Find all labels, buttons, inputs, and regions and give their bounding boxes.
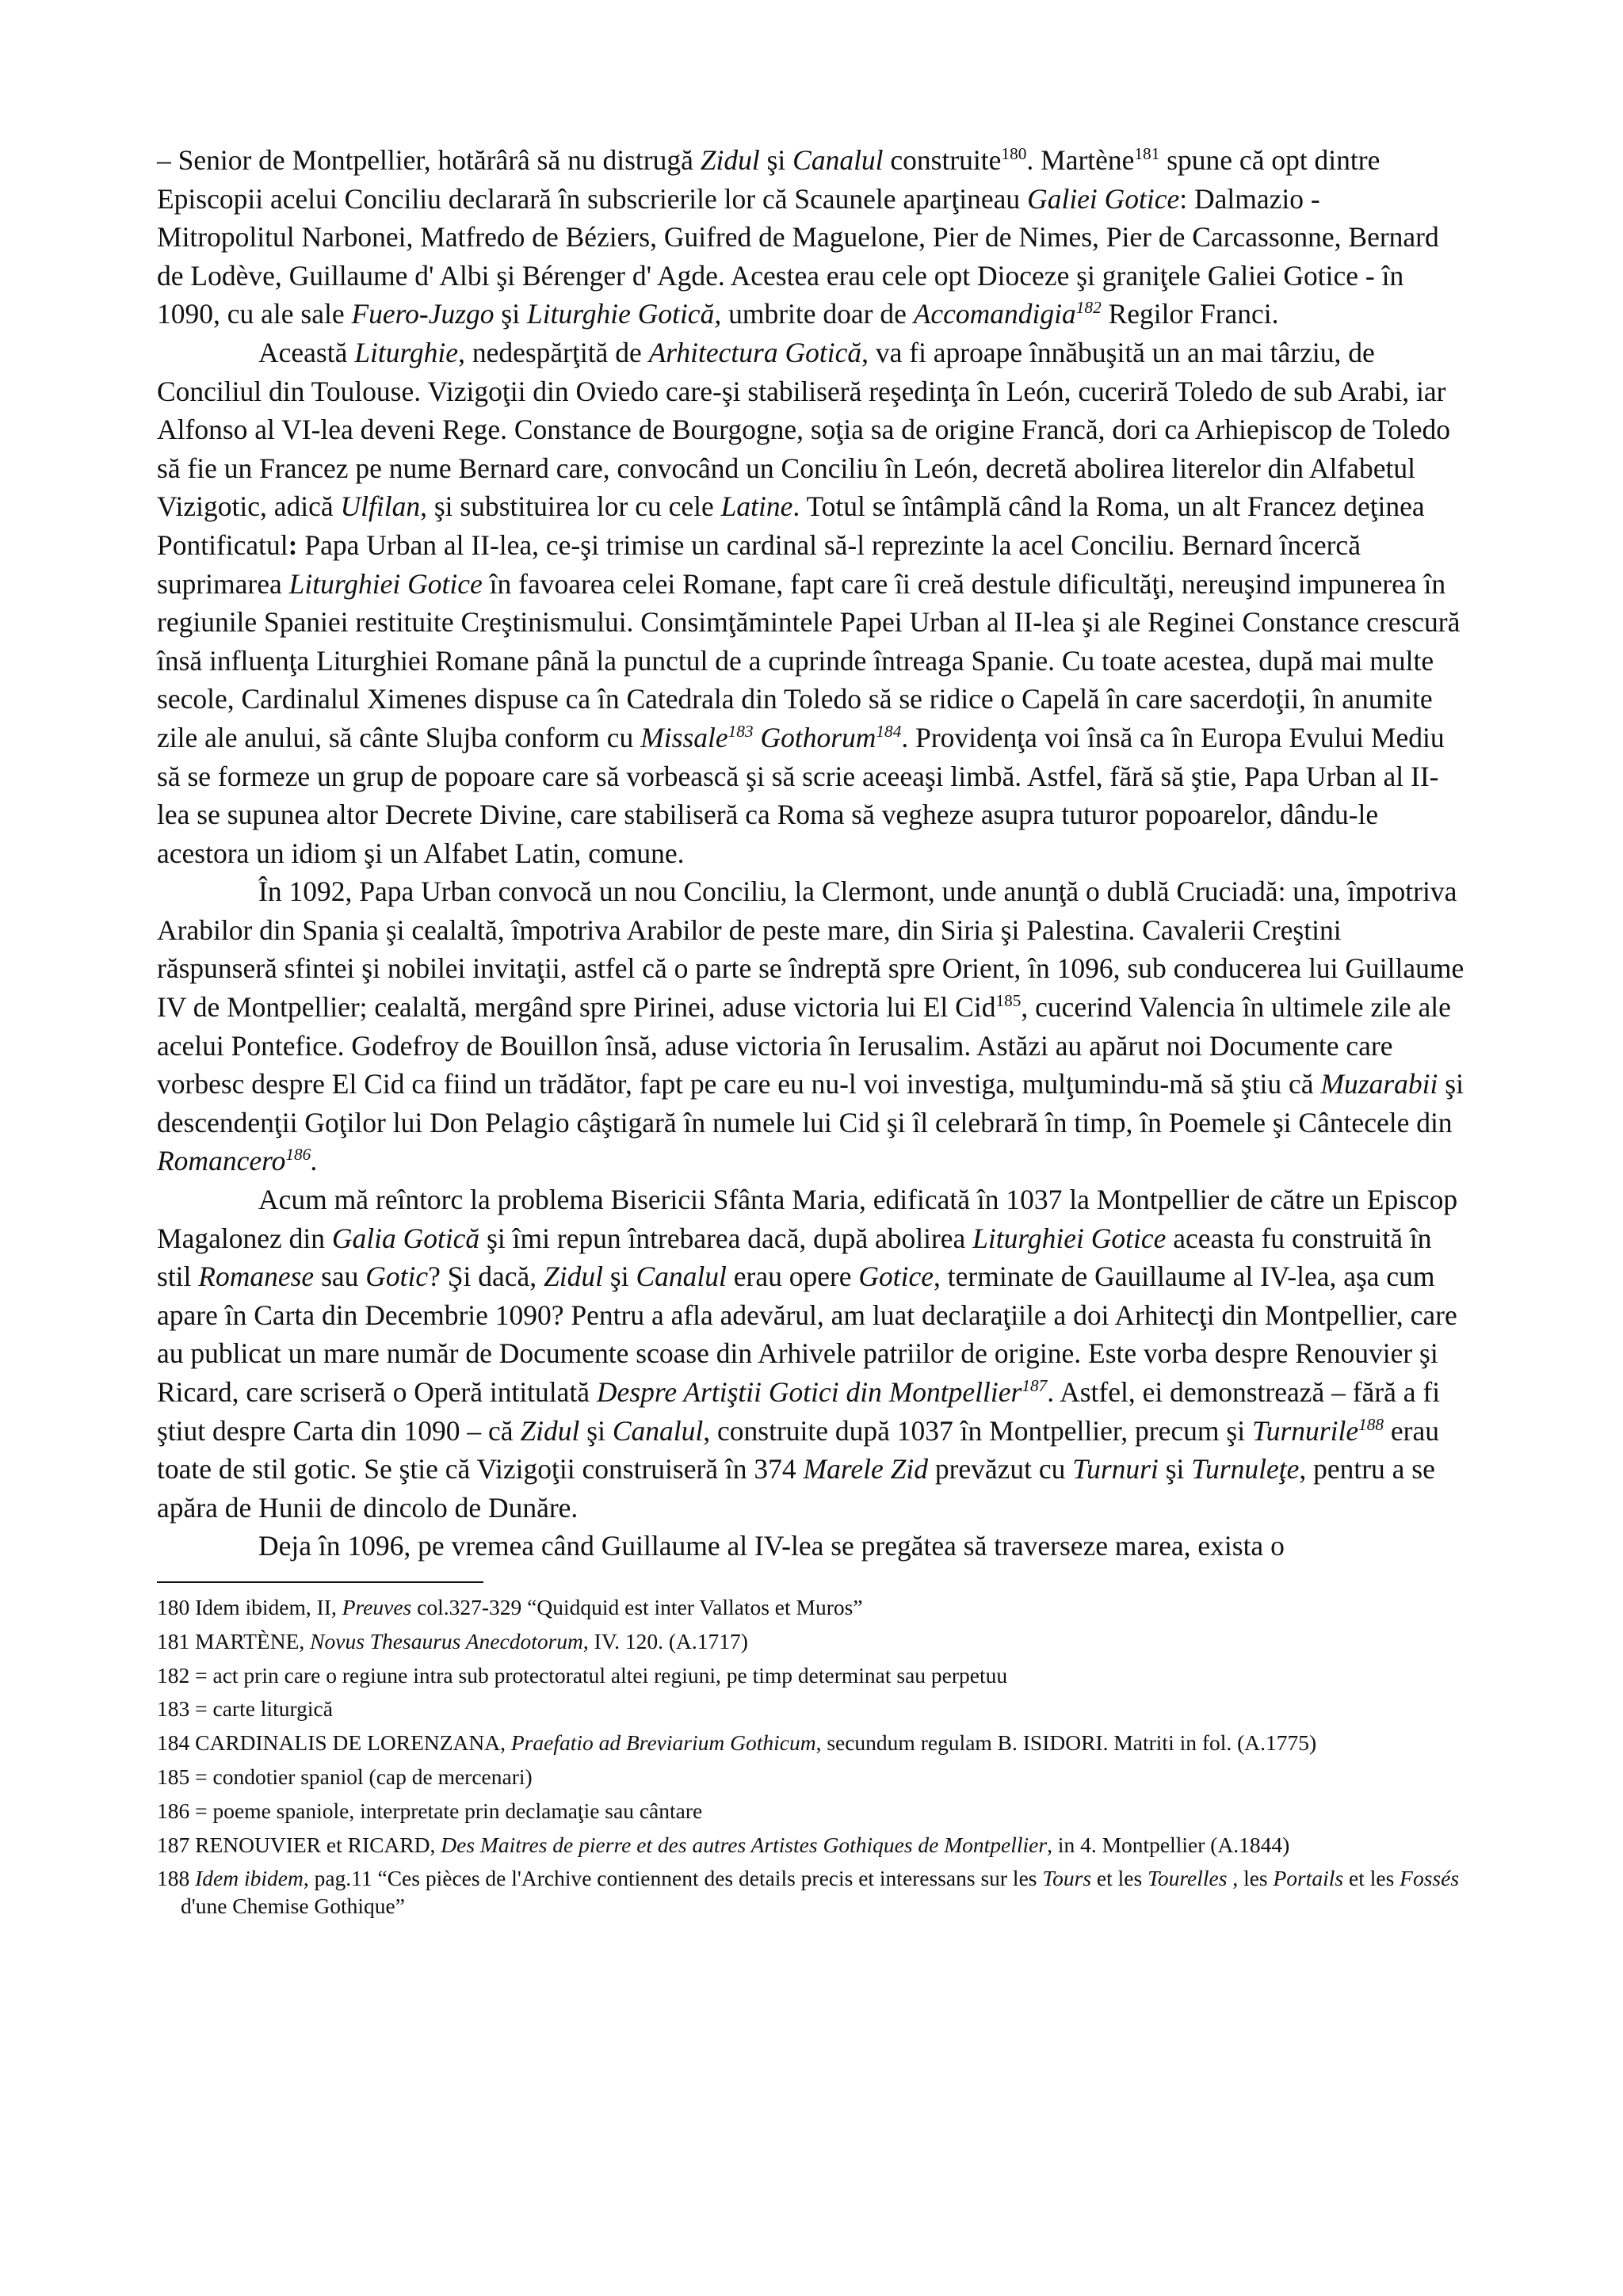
text-run: , pentru a se apăra de Hunii de dincolo de Dunăre. [157, 1453, 1435, 1524]
footnote-ref: 188 [1358, 1414, 1384, 1434]
document-page [157, 141, 1465, 1927]
text-run: Accomandigia [913, 298, 1076, 330]
footnote-ref: 180 [1001, 144, 1027, 164]
text-run: Canalul [792, 144, 884, 176]
text-run: 185 = condotier spaniol (cap de mercenari) [157, 1764, 533, 1789]
text-run: , IV. 120. (A.1717) [582, 1628, 748, 1653]
text-run: Liturghie [354, 336, 459, 368]
text-run: în favoarea celei Romane, fapt care îi creă destule dificultăţi, nereuşind impunerea în regiunile Spaniei restituite Creştinismului. Consimţămintele Papei Urban al II-lea şi ale Reginei Constance crescură însă influenţa Liturghiei Romane până la punctul de a cuprinde întreaga Spanie. Cu toate acestea, după mai multe secole, Cardinalul Ximenes dispuse ca în Catedrala din Toledo să se ridice o Capelă în care sacerdoţii, în anumite zile ale anului, să cânte Slujba conform cu [157, 567, 1461, 753]
paragraph-2 [157, 334, 1465, 872]
text-run: Preuves [342, 1594, 412, 1619]
text-run: 188 [157, 1866, 196, 1891]
footnote-ref: 183 [727, 722, 754, 742]
text-run: Praefatio ad Breviarium Gothicum [510, 1730, 816, 1756]
text-run: Galia Gotică [331, 1222, 480, 1254]
text-run: 182 = act prin care o regiune intra sub protectoratul altei regiuni, pe timp determinat sau perpetuu [157, 1662, 1008, 1688]
text-run: Acum mă reîntorc la problema Bisericii Sfânta Maria, edificată în 1037 la Montpellier de către un Episcop Magalonez din [157, 1184, 1458, 1254]
text-run: Liturghiei Gotice [288, 567, 483, 600]
text-run: . Astfel, ei demonstrează – fără a fi ştiut despre Carta din 1090 – că [157, 1376, 1441, 1447]
text-run: 184 CARDINALIS DE LORENZANA, [157, 1730, 511, 1756]
text-run: Tours [1042, 1866, 1092, 1891]
footnotes [157, 1594, 1465, 1920]
text-run: – Senior de Montpellier, hotărârâ să nu distrugă [157, 144, 701, 176]
footnote-187 [157, 1832, 1465, 1859]
text-run: erau opere [726, 1261, 859, 1293]
text-run: spune că opt dintre Episcopii acelui Conciliu declarară în subscrierile lor că Scaunele aparţineau [157, 144, 1381, 215]
footnote-182 [157, 1662, 1465, 1690]
text-run: : [288, 528, 298, 561]
text-run: 183 = carte liturgică [157, 1696, 333, 1722]
text-run: Gotic [365, 1261, 429, 1293]
text-run: Marele Zid [803, 1453, 928, 1486]
text-run: et les [1091, 1866, 1148, 1891]
text-run: Despre Artiştii Gotici din Montpellier [596, 1376, 1022, 1408]
text-run: erau toate de stil gotic. Se ştie că Vizigoţii construiseră în 374 [157, 1414, 1440, 1486]
text-run: Zidul [520, 1414, 580, 1447]
text-run: Turnurile [1251, 1414, 1359, 1447]
footnote-181 [157, 1628, 1465, 1656]
text-run: şi [759, 144, 793, 176]
paragraph-5 [157, 1527, 1465, 1566]
text-run: , nedespărţită de [458, 336, 649, 368]
text-run: Zidul [700, 144, 760, 176]
text-run: Idem ibidem [195, 1866, 304, 1891]
text-run: Muzarabii [1320, 1068, 1438, 1100]
text-run: şi [579, 1414, 613, 1447]
text-run: . Totul se întâmplă când la Roma, un alt Francez deţinea Pontificatul [157, 490, 1425, 561]
text-run: . Providenţa voi însă ca în Europa Evului Mediu să se formeze un grup de popoare care să vorbească şi să scrie aceeaşi limbă. Astfel, fără să ştie, Papa Urban al II-lea se supunea altor Decrete Divine, care stabiliseră ca Roma să vegheze asupra tuturor popoarelor, dându-le acestora un idiom şi un Alfabet Latin, comune. [157, 721, 1445, 869]
text-run: aceasta fu construită în stil [157, 1222, 1432, 1293]
footnote-ref: 187 [1022, 1376, 1048, 1396]
footnote-186 [157, 1798, 1465, 1825]
text-run: Ulfilan [340, 490, 421, 523]
text-run: , in 4. Montpellier (A.1844) [1047, 1832, 1290, 1857]
text-run: Novus Thesaurus Anecdotorum [310, 1628, 583, 1653]
text-run: Zidul [544, 1261, 604, 1293]
body-text [157, 141, 1465, 1566]
text-run: , şi substituirea lor cu cele [420, 490, 721, 523]
text-run: Romancero [157, 1145, 286, 1177]
footnote-ref: 182 [1075, 298, 1102, 318]
text-run: Latine [720, 490, 793, 523]
text-run: Turnuri [1072, 1453, 1159, 1486]
text-run: Papa Urban al II-lea, ce-şi trimise un cardinal să-l reprezinte la acel Conciliu. Bernard încercă suprimarea [157, 528, 1361, 600]
text-run: Fuero-Juzgo [351, 298, 495, 330]
text-run: Romanese [198, 1261, 315, 1293]
text-run: 186 = poeme spaniole, interpretate prin declamaţie sau cântare [157, 1798, 703, 1823]
text-run: ? Şi dacă, [428, 1261, 544, 1293]
footnote-188 [157, 1865, 1465, 1920]
text-run: Canalul [612, 1414, 704, 1447]
text-run: , les [1227, 1866, 1274, 1891]
paragraph-3 [157, 872, 1465, 1180]
text-run: Această [258, 336, 355, 368]
text-run: prevăzut cu [927, 1453, 1073, 1486]
text-run: Des Maitres de pierre et des autres Artistes Gothiques de Montpellier [441, 1832, 1048, 1857]
text-run: , va fi aproape înnăbuşită un an mai târziu, de Conciliul din Toulouse. Vizigoţii din Oviedo care-şi stabiliseră reşedinţa în León, cuceriră Toledo de sub Arabi, iar Alfonso al VI-lea deveni Rege. Constance de Bourgogne, soţia sa de origine Francă, dori ca Arhiepiscop de Toledo să fie un Francez pe nume Bernard care, convocând un Conciliu în León, decretă abolirea literelor din Alfabetul Vizigotic, adică [157, 336, 1451, 523]
text-run: sau [314, 1261, 366, 1293]
text-run: Liturghiei Gotice [972, 1222, 1167, 1254]
text-run: Portails [1273, 1866, 1344, 1891]
paragraph-1 [157, 141, 1465, 334]
footnote-ref: 184 [876, 722, 902, 742]
text-run: Missale [640, 721, 728, 753]
paragraph-4 [157, 1180, 1465, 1527]
text-run: Regilor Franci. [1101, 298, 1279, 330]
footnote-ref: 186 [285, 1145, 311, 1165]
text-run: construite [883, 144, 1002, 176]
text-run: et les [1343, 1866, 1400, 1891]
footnote-183 [157, 1695, 1465, 1723]
text-run: , cucerind Valencia în ultimele zile ale acelui Pontefice. Godefroy de Bouillon însă, aduse victoria în Ierusalim. Astăzi au apărut noi Documente care vorbesc despre El Cid ca fiind un trădător, fapt pe care eu nu-l voi investiga, mulţumindu-mă să ştiu că [157, 991, 1451, 1100]
text-run: . Martène [1026, 144, 1135, 176]
text-run: d'une Chemise Gothique” [181, 1894, 405, 1919]
text-run: Deja în 1096, pe vremea când Guillaume al IV-lea se pregătea să traverseze marea, exista o [258, 1530, 1285, 1562]
text-run: Galiei Gotice [1027, 182, 1180, 215]
text-run: şi [494, 298, 527, 330]
text-run: şi [603, 1261, 636, 1293]
text-run: , pag.11 “Ces pièces de l'Archive contiennent des details precis et interessans sur les [303, 1866, 1043, 1891]
text-run: Gothorum [753, 721, 876, 753]
footnote-ref: 181 [1134, 144, 1160, 164]
text-run: Fossés [1400, 1866, 1460, 1891]
text-run: Canalul [636, 1261, 727, 1293]
text-run: şi [1158, 1453, 1192, 1486]
text-run: şi descendenţii Goţilor lui Don Pelagio câştigară în numele lui Cid şi îl celebrară în timp, în Poemele şi Cântecele din [157, 1068, 1464, 1138]
footnote-185 [157, 1764, 1465, 1791]
text-run: Tourelles [1148, 1866, 1228, 1891]
text-run: , secundum regulam B. ISIDORI. Matriti in fol. (A.1775) [815, 1730, 1317, 1756]
text-run: În 1092, Papa Urban convocă un nou Conciliu, la Clermont, unde anunţă o dublă Cruciadă: una, împotriva Arabilor din Spania şi cealaltă, împotriva Arabilor de peste mare, din Siria şi Palestina. Cavalerii Creştini răspunseră sfintei şi nobilei invitaţii, astfel că o parte se îndreptă spre Orient, în 1096, sub conducerea lui Guillaume IV de Montpellier; cealaltă, mergând spre Pirinei, aduse victoria lui El Cid [157, 875, 1465, 1024]
text-run: 187 RENOUVIER et RICARD, [157, 1832, 441, 1857]
footnote-180 [157, 1594, 1465, 1622]
text-run: 180 Idem ibidem, II, [157, 1594, 342, 1619]
text-run: Turnuleţe [1191, 1453, 1300, 1486]
text-run: umbrite doar de [721, 298, 914, 330]
text-run: Liturghie Gotică, [526, 298, 722, 330]
text-run: şi îmi repun întrebarea dacă, după abolirea [479, 1222, 973, 1254]
footnote-ref: 185 [995, 991, 1022, 1011]
text-run: . [311, 1145, 319, 1177]
text-run: : Dalmazio - Mitropolitul Narbonei, Matfredo de Béziers, Guifred de Maguelone, Pier de Nimes, Pier de Carcassonne, Bernard de Lodève, Guillaume d' Albi şi Bérenger d' Agde. Acestea erau cele opt Dioceze şi graniţele Galiei Gotice - în 1090, cu ale sale [157, 182, 1439, 330]
text-run: , terminate de Gauillaume al IV-lea, aşa cum apare în Carta din Decembrie 1090? Pentru a afla adevărul, am luat declaraţiile a doi Arhitecţi din Montpellier, care au publicat un mare număr de Documente scoase din Arhivele patriilor de origine. Este vorba despre Renouvier şi Ricard, care scriseră o Operă intitulată [157, 1261, 1457, 1408]
text-run: 181 MARTÈNE, [157, 1628, 311, 1653]
text-run: col.327-329 “Quidquid est inter Vallatos et Muros” [411, 1594, 863, 1619]
text-run: Arhitectura Gotică [648, 336, 862, 368]
text-run: Gotice [858, 1261, 934, 1293]
footnote-184 [157, 1730, 1465, 1757]
text-run: , construite după 1037 în Montpellier, precum şi [703, 1414, 1252, 1447]
footnote-separator [157, 1581, 483, 1583]
